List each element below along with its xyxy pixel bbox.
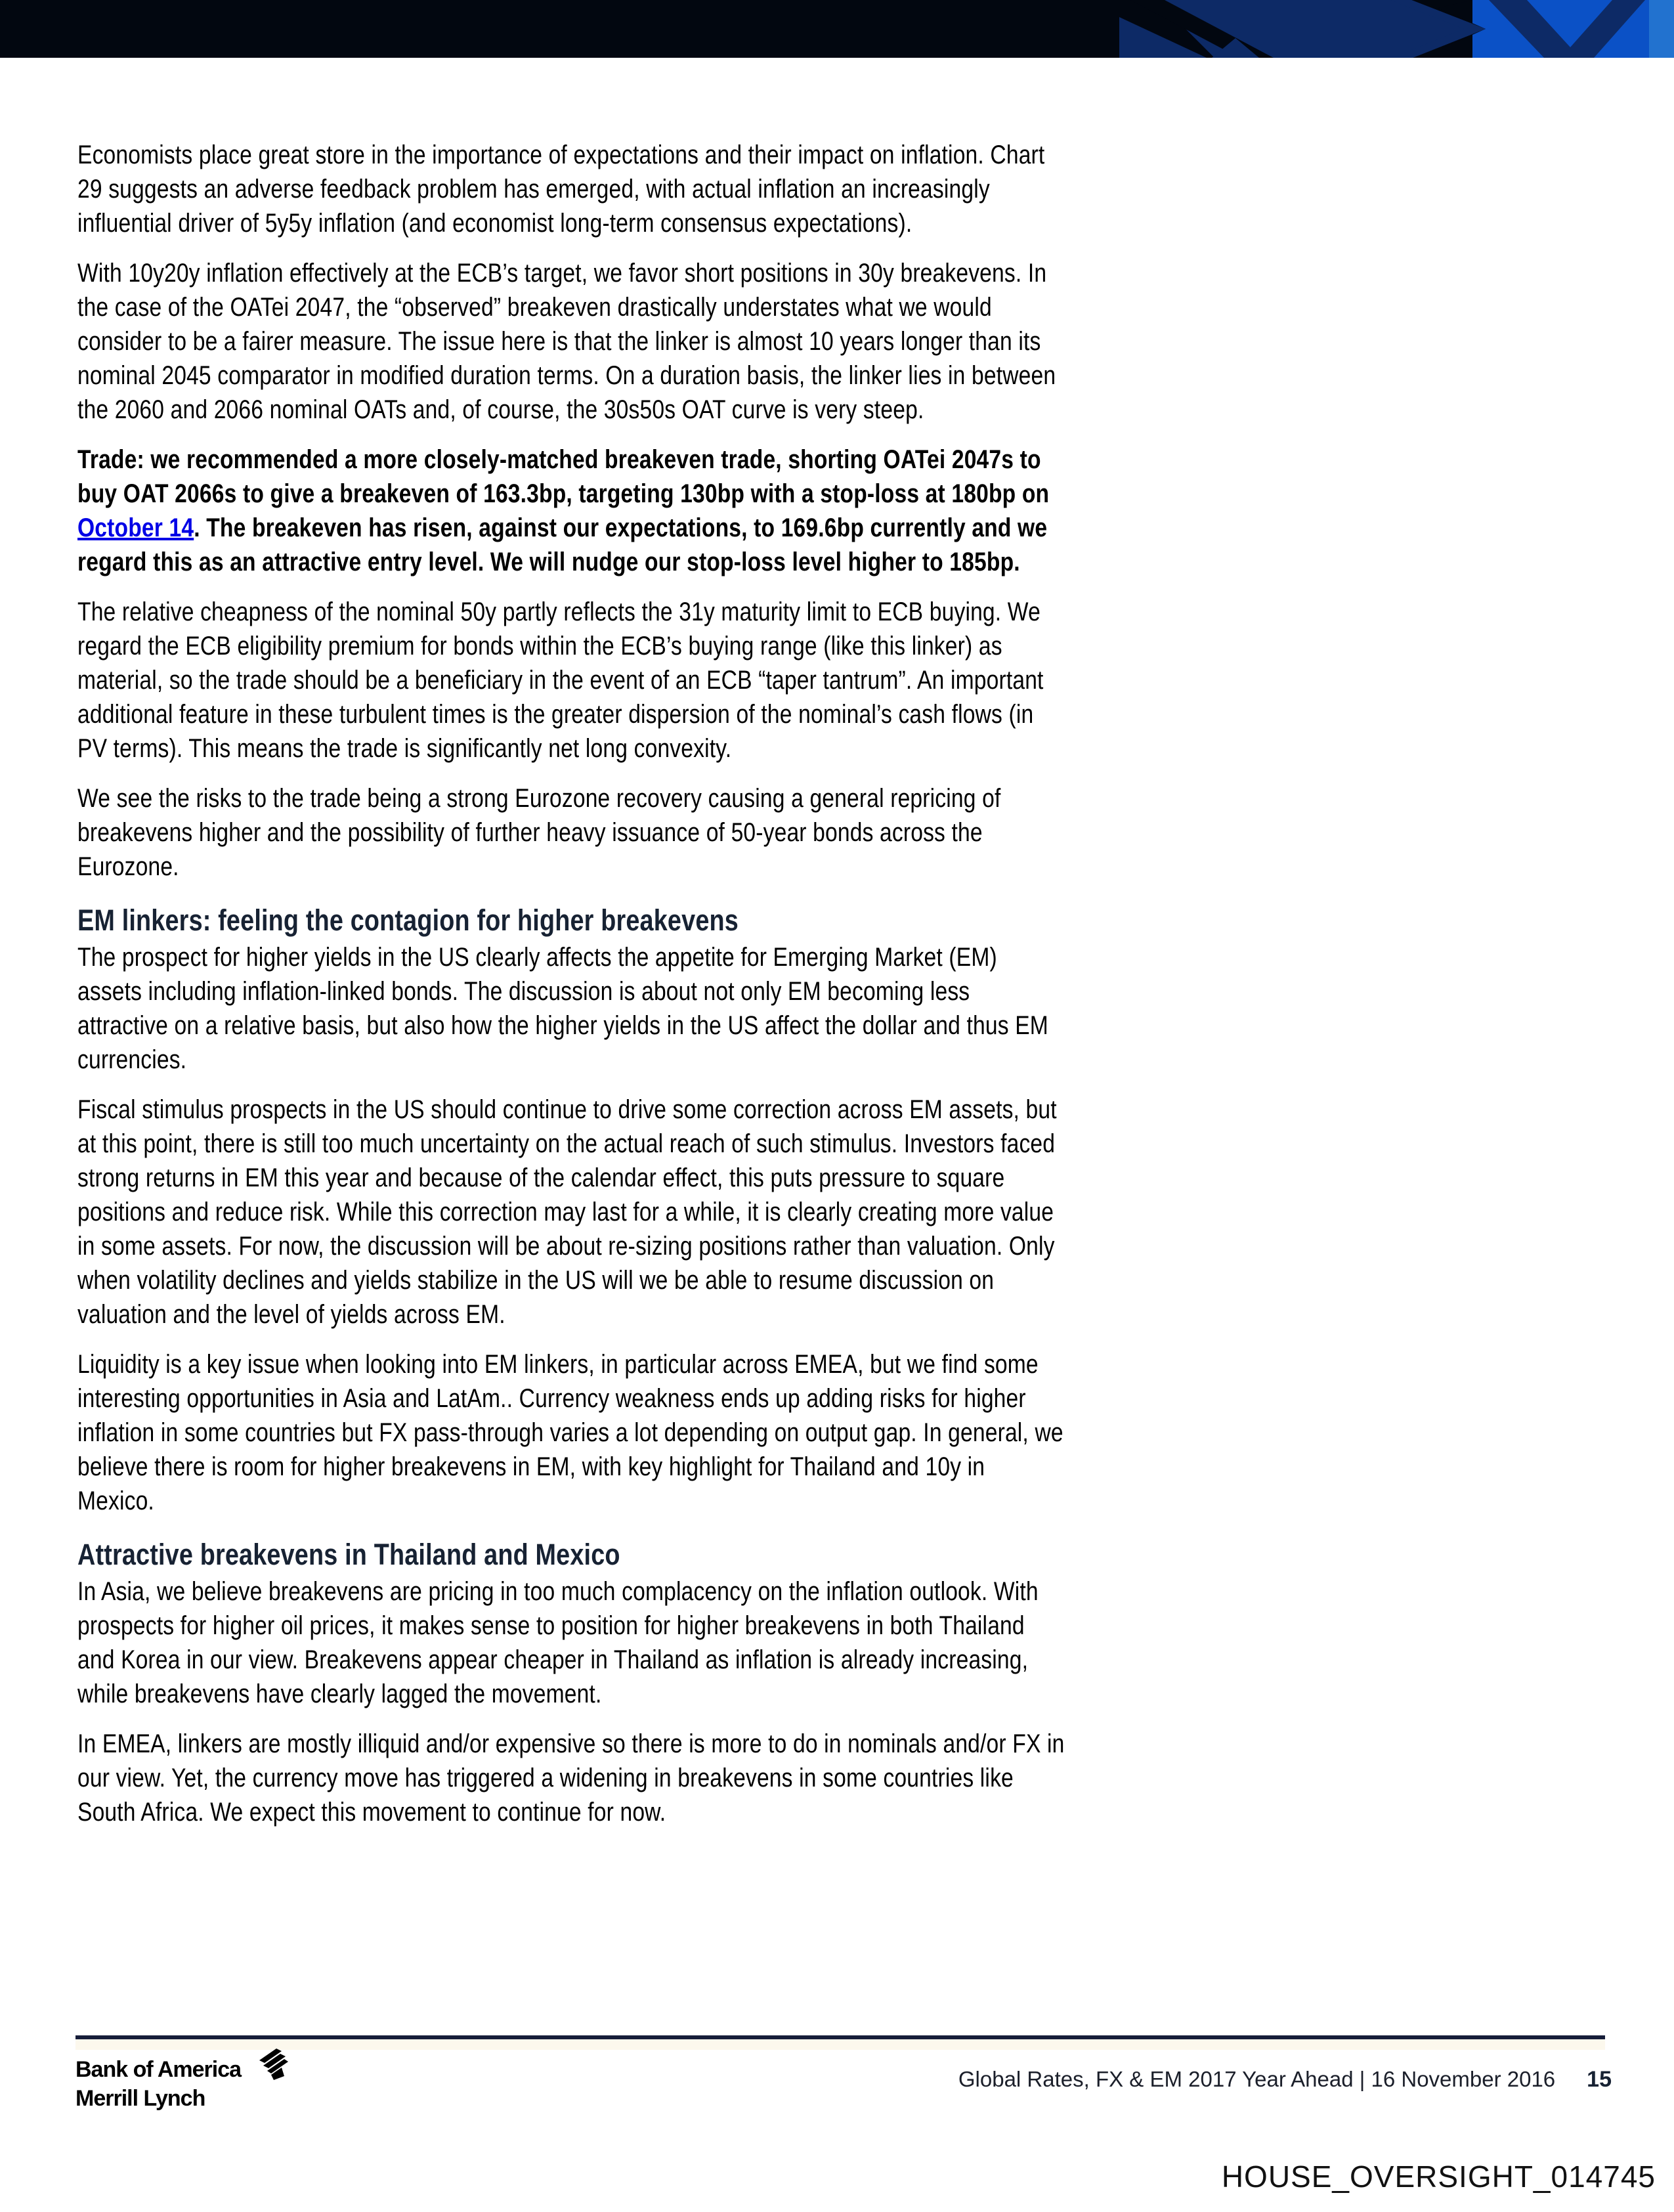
- paragraph-in-asia: In Asia, we believe breakevens are pricing in too much complacency on the inflation outlook. With prospects for higher oil prices, it makes sense to position for higher breakevens in both Thailand and Korea in our view. Breakevens appear cheaper in Thailand as inflation is already increasing, while breakevens have clearly lagged the movement.: [77, 1577, 1039, 1708]
- paragraph-10y20y: With 10y20y inflation effectively at the ECB’s target, we favor short positions in 30y breakevens. In the case of the OATei 2047, the “observed” breakeven drastically understates what we would consider to be a fairer measure. The issue here is that the linker is almost 10 years longer than its nominal 2045 comparator in modified duration terms. On a duration basis, the linker lies in between the 2060 and 2066 nominal OATs and, of course, the 30s50s OAT curve is very steep.: [77, 259, 1056, 424]
- heading-em-linkers: EM linkers: feeling the contagion for higher breakevens: [77, 903, 739, 937]
- paragraph-prospect: The prospect for higher yields in the US clearly affects the appetite for Emerging Market (EM) assets including inflation-linked bonds. The discussion is about not only EM becoming less attractive on a relative basis, but also how the higher yields in the US affect the dollar and thus EM currencies.: [77, 943, 1048, 1074]
- report-title: Global Rates, FX & EM 2017 Year Ahead | 16 November 2016: [958, 2067, 1556, 2091]
- paragraph-relative-cheapness: The relative cheapness of the nominal 50y partly reflects the 31y maturity limit to ECB buying. We regard the ECB eligibility premium for bonds within the ECB’s buying range (like this linker) as material, so the trade should be a beneficiary in the event of an ECB “taper tantrum”. An important additional feature in these turbulent times is the greater dispersion of the nominal’s cash flows (in PV terms). This means the trade is significantly net long convexity.: [77, 597, 1044, 763]
- footer-tint-band: [75, 2039, 1605, 2050]
- paragraph-fiscal-stimulus: Fiscal stimulus prospects in the US should continue to drive some correction across EM assets, but at this point, there is still too much uncertainty on the actual reach of such stimulus. Investors faced strong returns in EM this year and because of the calendar effect, this puts pressure to square positions and reduce risk. While this correction may last for a while, it is clearly creating more value in some assets. For now, the discussion will be about re-sizing positions rather than valuation. Only when volatility declines and yields stabilize in the US will we be able to resume discussion on valuation and the level of yields across EM.: [77, 1095, 1057, 1329]
- brand-logo: [75, 2055, 288, 2113]
- heading-attractive-breakevens: Attractive breakevens in Thailand and Mexico: [77, 1538, 620, 1571]
- trade-text-after: . The breakeven has risen, against our expectations, to 169.6bp currently and we regard this as an attractive entry level. We will nudge our stop-loss level higher to 185bp.: [77, 513, 1048, 576]
- trade-paragraph: [77, 443, 1065, 579]
- paragraph-economists: Economists place great store in the importance of expectations and their impact on inflation. Chart 29 suggests an adverse feedback problem has emerged, with actual inflation an increasingly influential driver of 5y5y inflation (and economist long-term consensus expectations).: [77, 141, 1045, 238]
- footer-info: [958, 2067, 1612, 2093]
- paragraph-risks: We see the risks to the trade being a strong Eurozone recovery causing a general repricing of breakevens higher and the possibility of further heavy issuance of 50-year bonds across the Eurozone.: [77, 784, 1001, 881]
- page-number: 15: [1587, 2067, 1612, 2092]
- brand-line1: Bank of America: [75, 2057, 242, 2082]
- brand-line2: Merrill Lynch: [75, 2086, 205, 2111]
- paragraph-in-emea: In EMEA, linkers are mostly illiquid and/or expensive so there is more to do in nominals and/or FX in our view. Yet, the currency move has triggered a widening in breakevens in some countries like South Africa. We expect this movement to continue for now.: [77, 1729, 1065, 1827]
- trade-text-before: Trade: we recommended a more closely-matched breakeven trade, shorting OATei 2047s to buy OAT 2066s to give a breakeven of 163.3bp, targeting 130bp with a stop-loss at 180bp on: [77, 445, 1050, 508]
- october-14-link[interactable]: October 14: [77, 513, 194, 542]
- paragraph-liquidity: Liquidity is a key issue when looking into EM linkers, in particular across EMEA, but we find some interesting opportunities in Asia and LatAm.. Currency weakness ends up adding risks for higher inflation in some countries but FX pass-through varies a lot depending on output gap. In general, we believe there is room for higher breakevens in EM, with key highlight for Thailand and 10y in Mexico.: [77, 1350, 1063, 1515]
- bofa-flag-icon: [247, 2046, 288, 2083]
- oversight-watermark: HOUSE_OVERSIGHT_014745: [1221, 2159, 1656, 2194]
- article-body: [77, 138, 1065, 1845]
- banner-graphic: [0, 0, 1674, 58]
